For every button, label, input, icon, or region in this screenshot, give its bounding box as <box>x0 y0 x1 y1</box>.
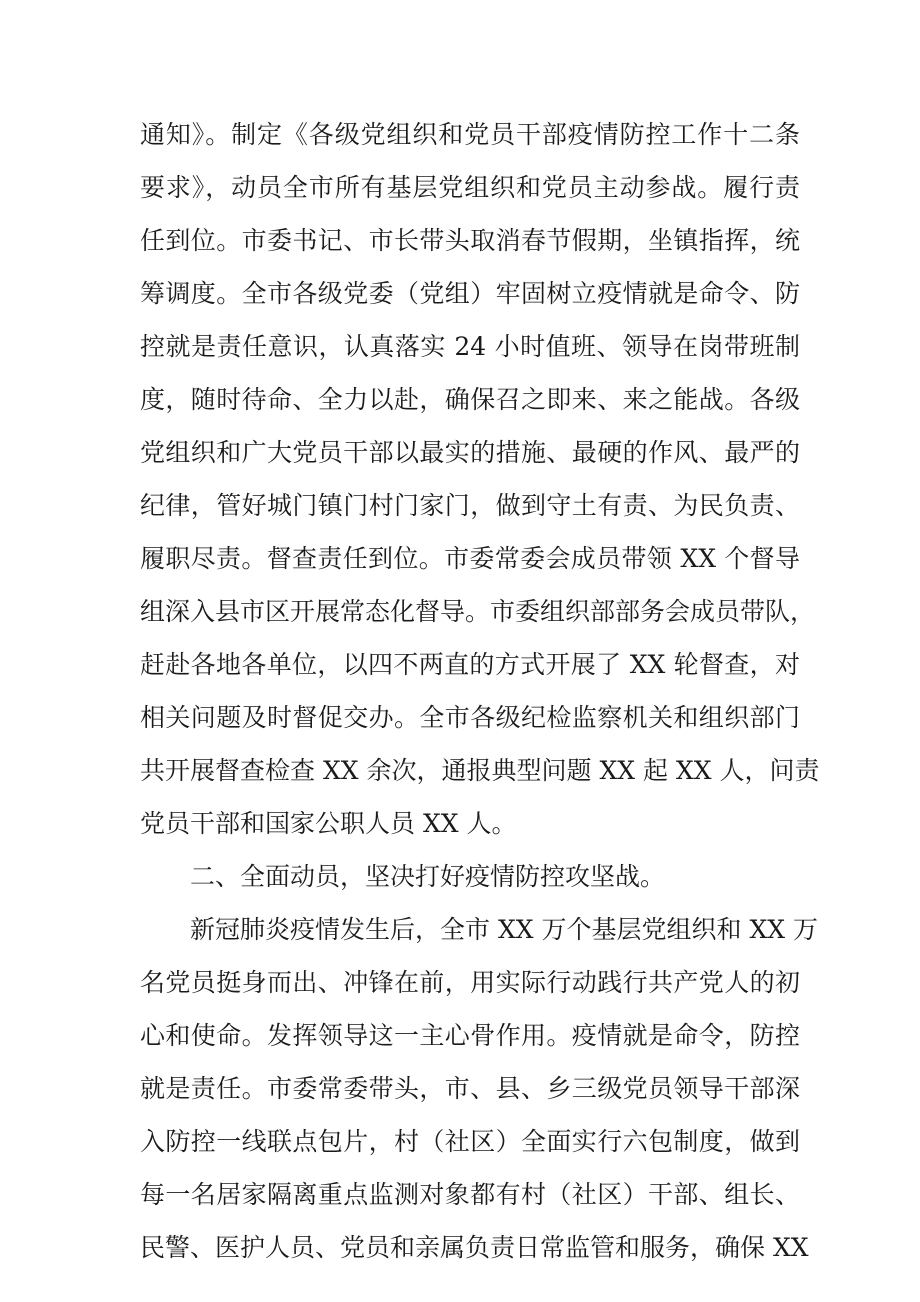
text-line: 每一名居家隔离重点监测对象都有村（社区）干部、组长、 <box>140 1180 800 1209</box>
text-line: 入防控一线联点包片，村（社区）全面实行六包制度，做到 <box>140 1127 800 1156</box>
text-line: 赶赴各地各单位，以四不两直的方式开展了 XX 轮督查，对 <box>140 650 800 679</box>
text-line: 要求》，动员全市所有基层党组织和党员主动参战。履行责 <box>140 173 800 202</box>
text-line: 度，随时待命、全力以赴，确保召之即来、来之能战。各级 <box>140 385 800 414</box>
text-line: 党员干部和国家公职人员 XX 人。 <box>140 809 517 838</box>
text-line: 心和使命。发挥领导这一主心骨作用。疫情就是命令，防控 <box>140 1021 800 1050</box>
text-line: 任到位。市委书记、市长带头取消春节假期，坐镇指挥，统 <box>140 226 800 255</box>
text-line: 党组织和广大党员干部以最实的措施、最硬的作风、最严的 <box>140 438 800 467</box>
text-line: 控就是责任意识，认真落实 24 小时值班、领导在岗带班制 <box>140 332 800 361</box>
section-heading: 二、全面动员，坚决打好疫情防控攻坚战。 <box>190 862 666 891</box>
body-text <box>140 108 820 1274</box>
text-line: 组深入县市区开展常态化督导。市委组织部部务会成员带队， <box>140 597 816 626</box>
text-line: 新冠肺炎疫情发生后，全市 XX 万个基层党组织和 XX 万 <box>190 915 818 944</box>
text-line: 履职尽责。督查责任到位。市委常委会成员带领 XX 个督导 <box>140 544 800 573</box>
text-line: 共开展督查检查 XX 余次，通报典型问题 XX 起 XX 人，问责 <box>140 756 820 785</box>
text-line: 就是责任。市委常委带头，市、县、乡三级党员领导干部深 <box>140 1074 800 1103</box>
text-line: 民警、医护人员、党员和亲属负责日常监管和服务，确保 XX <box>140 1233 809 1262</box>
text-line: 纪律，管好城门镇门村门家门，做到守土有责、为民负责、 <box>140 491 800 520</box>
text-line: 通知》。制定《各级党组织和党员干部疫情防控工作十二条 <box>140 120 800 149</box>
text-line: 相关问题及时督促交办。全市各级纪检监察机关和组织部门 <box>140 703 800 732</box>
text-line: 名党员挺身而出、冲锋在前，用实际行动践行共产党人的初 <box>140 968 800 997</box>
text-line: 筹调度。全市各级党委（党组）牢固树立疫情就是命令、防 <box>140 279 800 308</box>
